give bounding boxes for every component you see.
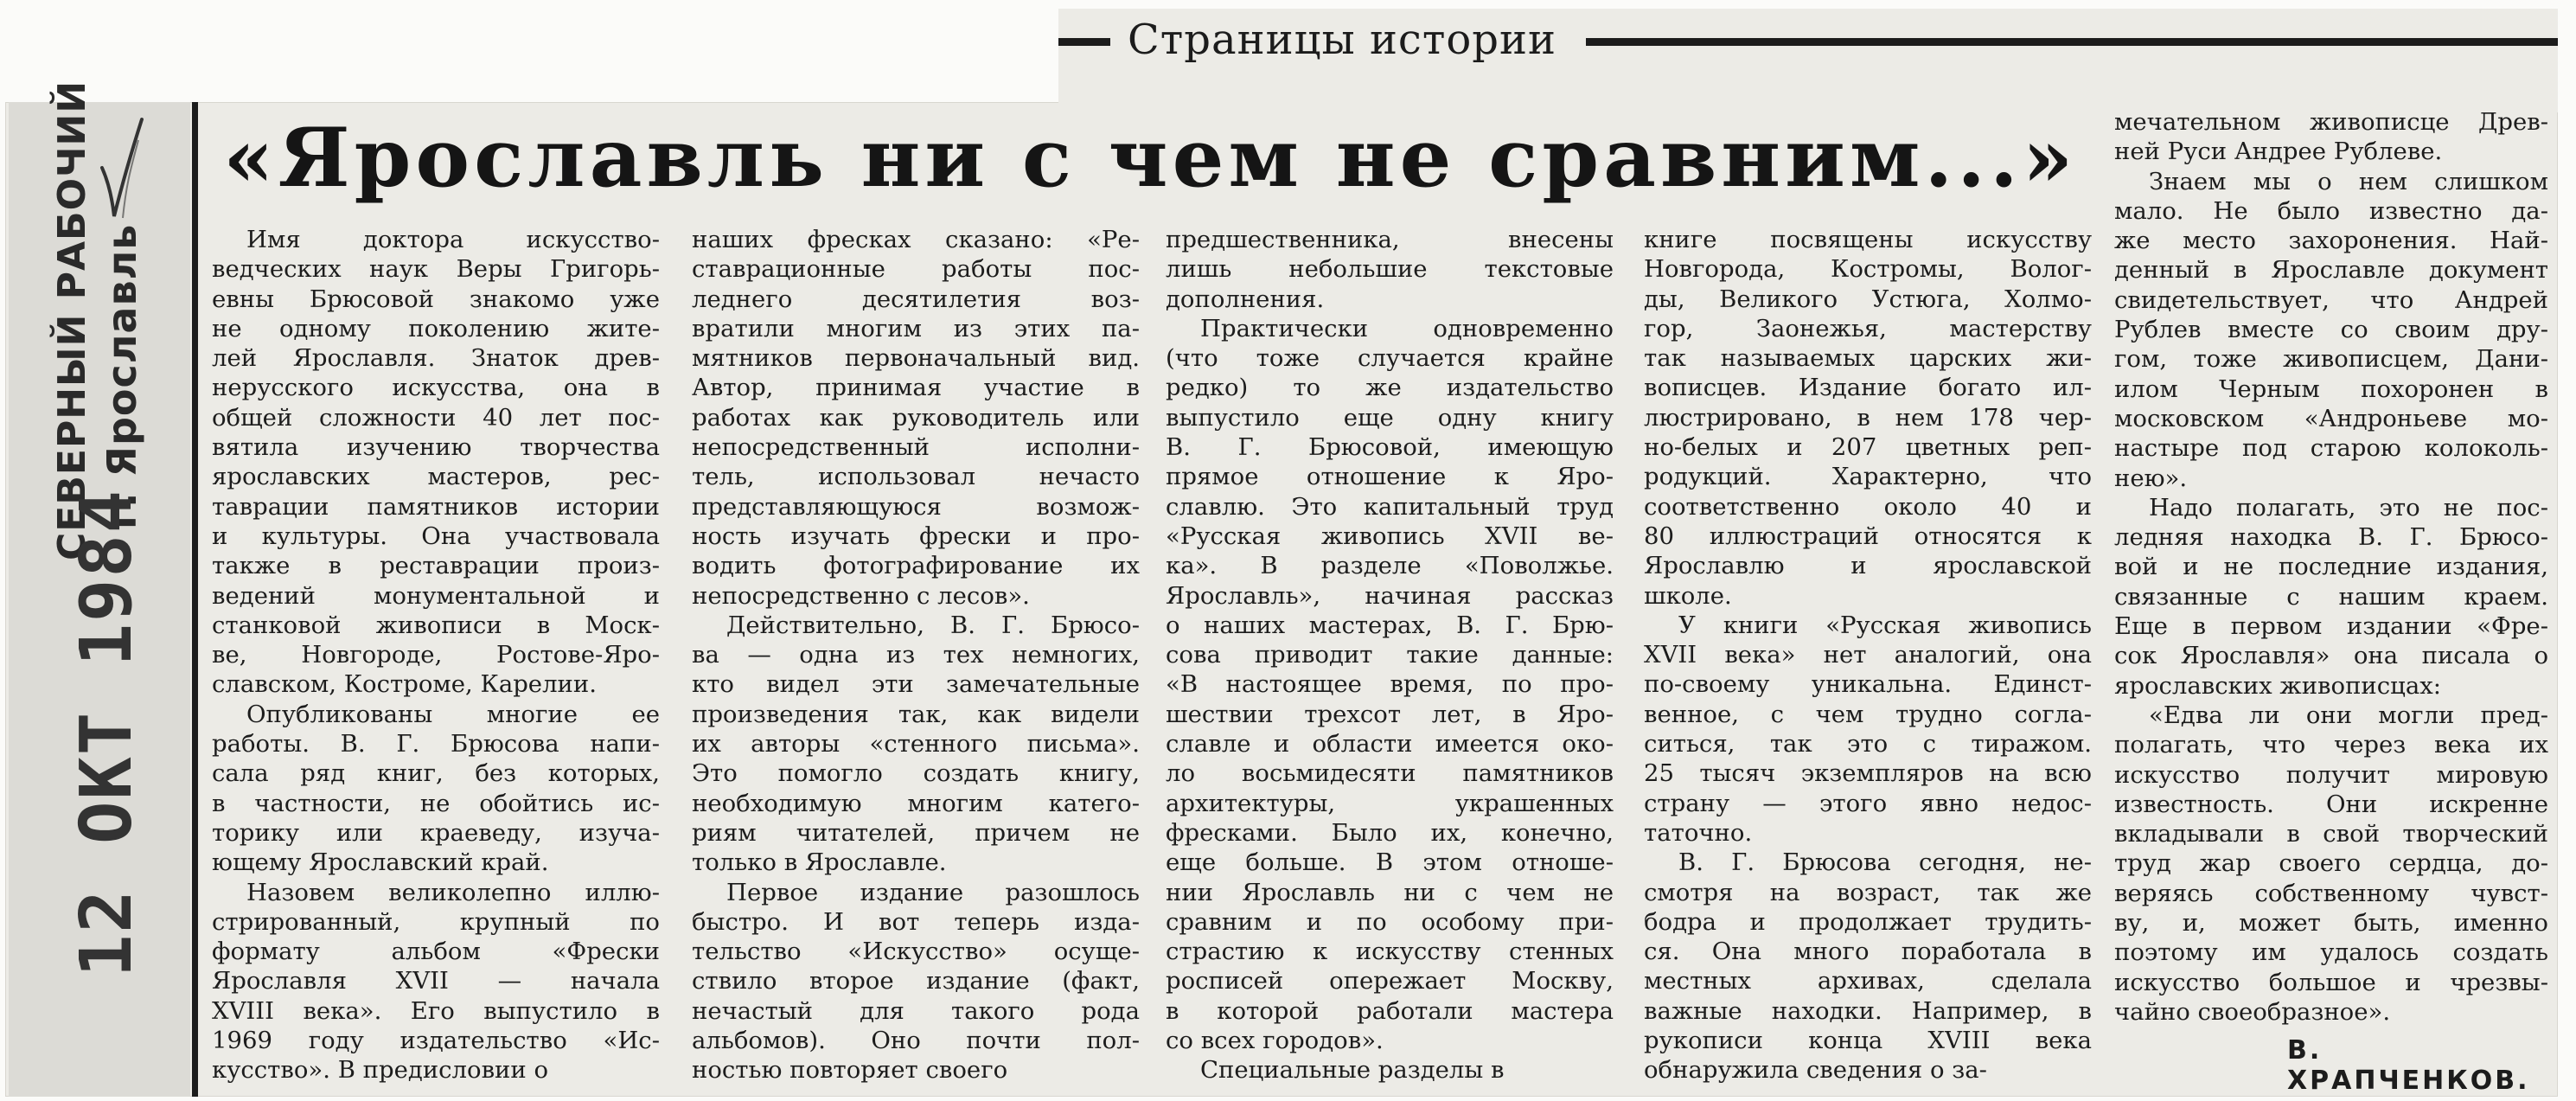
- text-line: еще больше. В этом отноше-: [1166, 848, 1614, 877]
- text-line: венное, с чем трудно согла-: [1644, 700, 2092, 728]
- text-line: ярославских мастеров, рес-: [212, 463, 660, 491]
- text-line: необходимую многим катего-: [692, 789, 1140, 817]
- text-line: ды, Великого Устюга, Холмо-: [1644, 285, 2092, 313]
- text-line: вописцев. Издание богато ил-: [1644, 374, 2092, 402]
- text-line: ностью повторяет своего: [692, 1056, 1008, 1085]
- text-line: торику или краеведу, изуча-: [212, 818, 660, 847]
- text-line: славском, Костроме, Карелии.: [212, 670, 597, 699]
- pen-checkmark: [97, 114, 149, 244]
- text-line: московском «Андроньеве мо-: [2114, 404, 2548, 432]
- text-line: «В настоящее время, по про-: [1166, 670, 1614, 699]
- text-line: гор, Заонежья, мастерству: [1644, 314, 2092, 342]
- text-line: илом Черным похоронен в: [2114, 374, 2548, 403]
- text-line: вкладывали в свой творческий: [2114, 820, 2548, 848]
- text-line: поэтому им удалось создать: [2114, 938, 2548, 967]
- text-line: быстро. И вот теперь изда-: [692, 907, 1140, 936]
- author-signature: В. ХРАПЧЕНКОВ.: [2287, 1035, 2530, 1096]
- text-line: сала ряд книг, без которых,: [212, 759, 660, 788]
- text-line: известность. Они искренне: [2114, 790, 2548, 818]
- text-line: ставрационные работы пос-: [692, 255, 1140, 284]
- text-line: Ярославль», начиная рассказ: [1166, 581, 1614, 610]
- text-line: ведческих наук Веры Григорь-: [212, 255, 660, 284]
- text-line: работах как руководитель или: [692, 403, 1140, 432]
- text-line: школе.: [1644, 581, 1732, 610]
- text-line: в частности, не обойтись ис-: [212, 789, 660, 817]
- article-column-1: [212, 225, 660, 1085]
- newspaper-name-stamp: СЕВЕРНЫЙ РАБОЧИЙ: [50, 80, 94, 560]
- rubric-title: Страницы истории: [1128, 16, 1556, 64]
- text-line: росписей опережает Москву,: [1166, 967, 1614, 995]
- text-line: ся. Она много поработала в: [1644, 938, 2092, 966]
- text-line: Еще в первом издании «Фре-: [2114, 612, 2548, 641]
- text-line: ствило второе издание (факт,: [692, 967, 1140, 995]
- text-line: соответственно около 40 и: [1644, 492, 2092, 521]
- text-line: искусство получит мировую: [2114, 760, 2548, 789]
- text-line: редко) то же издательство: [1166, 374, 1614, 402]
- text-line: «Русская живопись XVII ве-: [1166, 522, 1614, 550]
- text-line: родукций. Характерно, что: [1644, 463, 2092, 491]
- text-line: вой и не последние издания,: [2114, 553, 2548, 581]
- text-line: водить фотографирование их: [692, 552, 1140, 580]
- article-column-3: [1166, 225, 1614, 1085]
- text-line: произведения так, как видели: [692, 700, 1140, 728]
- text-line: нечастый для такого рода: [692, 996, 1140, 1025]
- text-line: но-белых и 207 цветных реп-: [1644, 433, 2092, 462]
- text-line: (что тоже случается крайне: [1166, 344, 1614, 373]
- text-line: так называемых царских жи-: [1644, 344, 2092, 373]
- text-line: также в реставрации произ-: [212, 552, 660, 580]
- text-line: ней Руси Андрее Рублеве.: [2114, 138, 2443, 166]
- text-line: наших фресках сказано: «Ре-: [692, 226, 1140, 253]
- text-line: Автор, принимая участие в: [692, 374, 1140, 402]
- text-line: ву, и, может быть, именно: [2114, 909, 2548, 938]
- text-line: сова приводит такие данные:: [1166, 641, 1614, 669]
- text-line: В. Г. Брюсова сегодня, не-: [1678, 848, 2092, 877]
- text-line: формату альбом «Фрески: [212, 938, 660, 966]
- text-line: шествии трехсот лет, в Яро-: [1166, 700, 1614, 728]
- text-line: представляющуюся возмож-: [692, 492, 1140, 521]
- text-line: стрированный, крупный по: [212, 907, 660, 936]
- text-line: прямое отношение к Яро-: [1166, 463, 1614, 491]
- text-line: люстрировано, в нем 178 чер-: [1644, 403, 2092, 432]
- text-line: страну — этого явно недос-: [1644, 789, 2092, 817]
- text-line: тель, использовал нечасто: [692, 463, 1140, 491]
- text-line: Имя доктора искусство-: [246, 226, 660, 253]
- text-line: сравним и по особому при-: [1166, 907, 1614, 936]
- text-line: кусство». В предисловии о: [212, 1056, 549, 1085]
- text-line: Ярославля XVII — начала: [212, 967, 660, 995]
- text-line: их авторы «стенного письма».: [692, 730, 1140, 759]
- text-line: ка». В разделе «Поволжье.: [1166, 552, 1614, 580]
- text-line: Практически одновременно: [1200, 314, 1614, 342]
- text-line: 1969 году издательство «Ис-: [212, 1027, 660, 1055]
- article-headline: «Ярославль ни с чем не сравним...»: [223, 111, 2078, 206]
- text-line: не одному поколению жите-: [212, 314, 660, 342]
- rubric-rule-right: [1586, 38, 2558, 46]
- date-stamp: 12 ОКТ 1984: [66, 488, 148, 977]
- text-line: нерусского искусства, она в: [212, 374, 660, 402]
- text-line: свидетельствует, что Андрей: [2114, 285, 2548, 314]
- text-line: славлю. Это капитальный труд: [1166, 492, 1614, 521]
- text-line: ве, Новгороде, Ростове-Яро-: [212, 641, 660, 669]
- text-line: работы. В. Г. Брюсова напи-: [212, 730, 660, 759]
- margin-rule: [192, 102, 198, 1097]
- text-line: нею».: [2114, 464, 2188, 492]
- text-line: в которой работали мастера: [1166, 996, 1614, 1025]
- rubric-header: [1058, 16, 2558, 69]
- text-line: ва — одна из тех немногих,: [692, 641, 1140, 669]
- text-line: обнаружила сведения о за-: [1644, 1056, 1987, 1085]
- text-line: леднего десятилетия воз-: [692, 285, 1140, 313]
- text-line: архитектуры, украшенных: [1166, 789, 1614, 817]
- text-line: непосредственно с лесов».: [692, 581, 1030, 610]
- text-line: ность изучать фрески и про-: [692, 522, 1140, 550]
- text-line: гом, тоже живописцем, Дани-: [2114, 345, 2548, 374]
- text-line: станковой живописи в Моск-: [212, 611, 660, 639]
- text-line: денный в Ярославле документ: [2114, 256, 2548, 285]
- text-line: «Едва ли они могли пред-: [2149, 701, 2548, 729]
- text-line: 80 иллюстраций относятся к: [1644, 522, 2092, 550]
- text-line: чайно своеобразное».: [2114, 997, 2391, 1026]
- text-line: мятников первоначальный вид.: [692, 344, 1140, 373]
- text-line: страстию к искусству стенных: [1166, 938, 1614, 966]
- text-line: В. Г. Брюсовой, имеющую: [1166, 433, 1614, 462]
- text-line: мало. Не было известно да-: [2114, 196, 2548, 225]
- rubric-rule-left: [1058, 38, 1110, 46]
- text-line: Назовем великолепно иллю-: [246, 878, 660, 906]
- text-line: связанные с нашим краем.: [2114, 582, 2548, 611]
- text-line: только в Ярославле.: [692, 848, 947, 877]
- text-line: кто видел эти замечательные: [692, 670, 1140, 699]
- text-line: дополнения.: [1166, 285, 1325, 313]
- text-line: предшественника, внесены: [1166, 226, 1614, 253]
- text-line: XVII века» нет аналогий, она: [1644, 641, 2092, 669]
- text-line: У книги «Русская живопись: [1678, 611, 2092, 639]
- text-line: таточно.: [1644, 818, 1753, 847]
- text-line: Ярославлю и ярославской: [1644, 552, 2092, 580]
- text-line: ведений монументальной и: [212, 581, 660, 610]
- text-line: Специальные разделы в: [1200, 1056, 1505, 1085]
- text-line: Рублев вместе со своим дру-: [2114, 316, 2548, 344]
- text-line: 25 тысяч экземпляров на всю: [1644, 759, 2092, 788]
- text-line: со всех городов».: [1166, 1027, 1384, 1055]
- text-line: общей сложности 40 лет пос-: [212, 403, 660, 432]
- article-column-4: [1644, 225, 2092, 1085]
- text-line: нии Ярославль ни с чем не: [1166, 878, 1614, 906]
- text-line: непосредственный исполни-: [692, 433, 1140, 462]
- text-line: альбомов). Оно почти пол-: [692, 1027, 1140, 1055]
- text-line: фресками. Было их, конечно,: [1166, 818, 1614, 847]
- text-line: славле и области имеется око-: [1166, 730, 1614, 759]
- text-line: Опубликованы многие ее: [246, 700, 660, 728]
- text-line: риям читателей, причем не: [692, 818, 1140, 847]
- text-line: Это помогло создать книгу,: [692, 759, 1140, 788]
- text-line: выпустило еще одну книгу: [1166, 403, 1614, 432]
- text-line: Надо полагать, это не пос-: [2149, 493, 2548, 522]
- text-line: по-своему уникальна. Единст-: [1644, 670, 2092, 699]
- article-column-5: [2114, 107, 2548, 1027]
- text-line: смотря на возраст, так же: [1644, 878, 2092, 906]
- text-line: евны Брюсовой знакомо уже: [212, 285, 660, 313]
- text-line: лишь небольшие текстовые: [1166, 255, 1614, 284]
- text-line: рукописи конца XVIII века: [1644, 1027, 2092, 1055]
- text-line: важные находки. Например, в: [1644, 996, 2092, 1025]
- text-line: Знаем мы о нем слишком: [2149, 167, 2548, 195]
- text-line: вратили многим из этих па-: [692, 314, 1140, 342]
- text-line: книге посвящены искусству: [1644, 226, 2092, 253]
- text-line: веряясь собственному чувст-: [2114, 879, 2548, 907]
- text-line: сок Ярославля» она писала о: [2114, 642, 2548, 670]
- text-line: XVIII века». Его выпустило в: [212, 996, 660, 1025]
- text-line: ситься, так это с тиражом.: [1644, 730, 2092, 759]
- text-line: мечательном живописце Древ-: [2114, 108, 2548, 136]
- text-line: Первое издание разошлось: [726, 878, 1140, 906]
- text-line: таврации памятников истории: [212, 492, 660, 521]
- text-line: же место захоронения. Най-: [2114, 227, 2548, 255]
- text-line: искусство большое и чрезвы-: [2114, 968, 2548, 996]
- text-line: тельство «Искусство» осуще-: [692, 938, 1140, 966]
- text-line: ледняя находка В. Г. Брюсо-: [2114, 523, 2548, 552]
- city-stamp: г. Ярославль: [99, 223, 145, 529]
- article-column-2: [692, 225, 1140, 1085]
- text-line: лей Ярославля. Знаток древ-: [212, 344, 660, 373]
- text-line: ярославских живописцах:: [2114, 671, 2442, 700]
- text-line: вятила изучению творчества: [212, 433, 660, 462]
- text-line: труд жар своего сердца, до-: [2114, 849, 2548, 878]
- text-line: Новгорода, Костромы, Волог-: [1644, 255, 2092, 284]
- text-line: бодра и продолжает трудить-: [1644, 907, 2092, 936]
- text-line: и культуры. Она участвовала: [212, 522, 660, 550]
- text-line: настыре под старою колоколь-: [2114, 434, 2548, 463]
- text-line: ло восьмидесяти памятников: [1166, 759, 1614, 788]
- text-line: о наших мастерах, В. Г. Брю-: [1166, 611, 1614, 639]
- text-line: местных архивах, сделала: [1644, 967, 2092, 995]
- text-line: ющему Ярославский край.: [212, 848, 549, 877]
- text-line: Действительно, В. Г. Брюсо-: [726, 611, 1140, 639]
- text-line: полагать, что через века их: [2114, 731, 2548, 759]
